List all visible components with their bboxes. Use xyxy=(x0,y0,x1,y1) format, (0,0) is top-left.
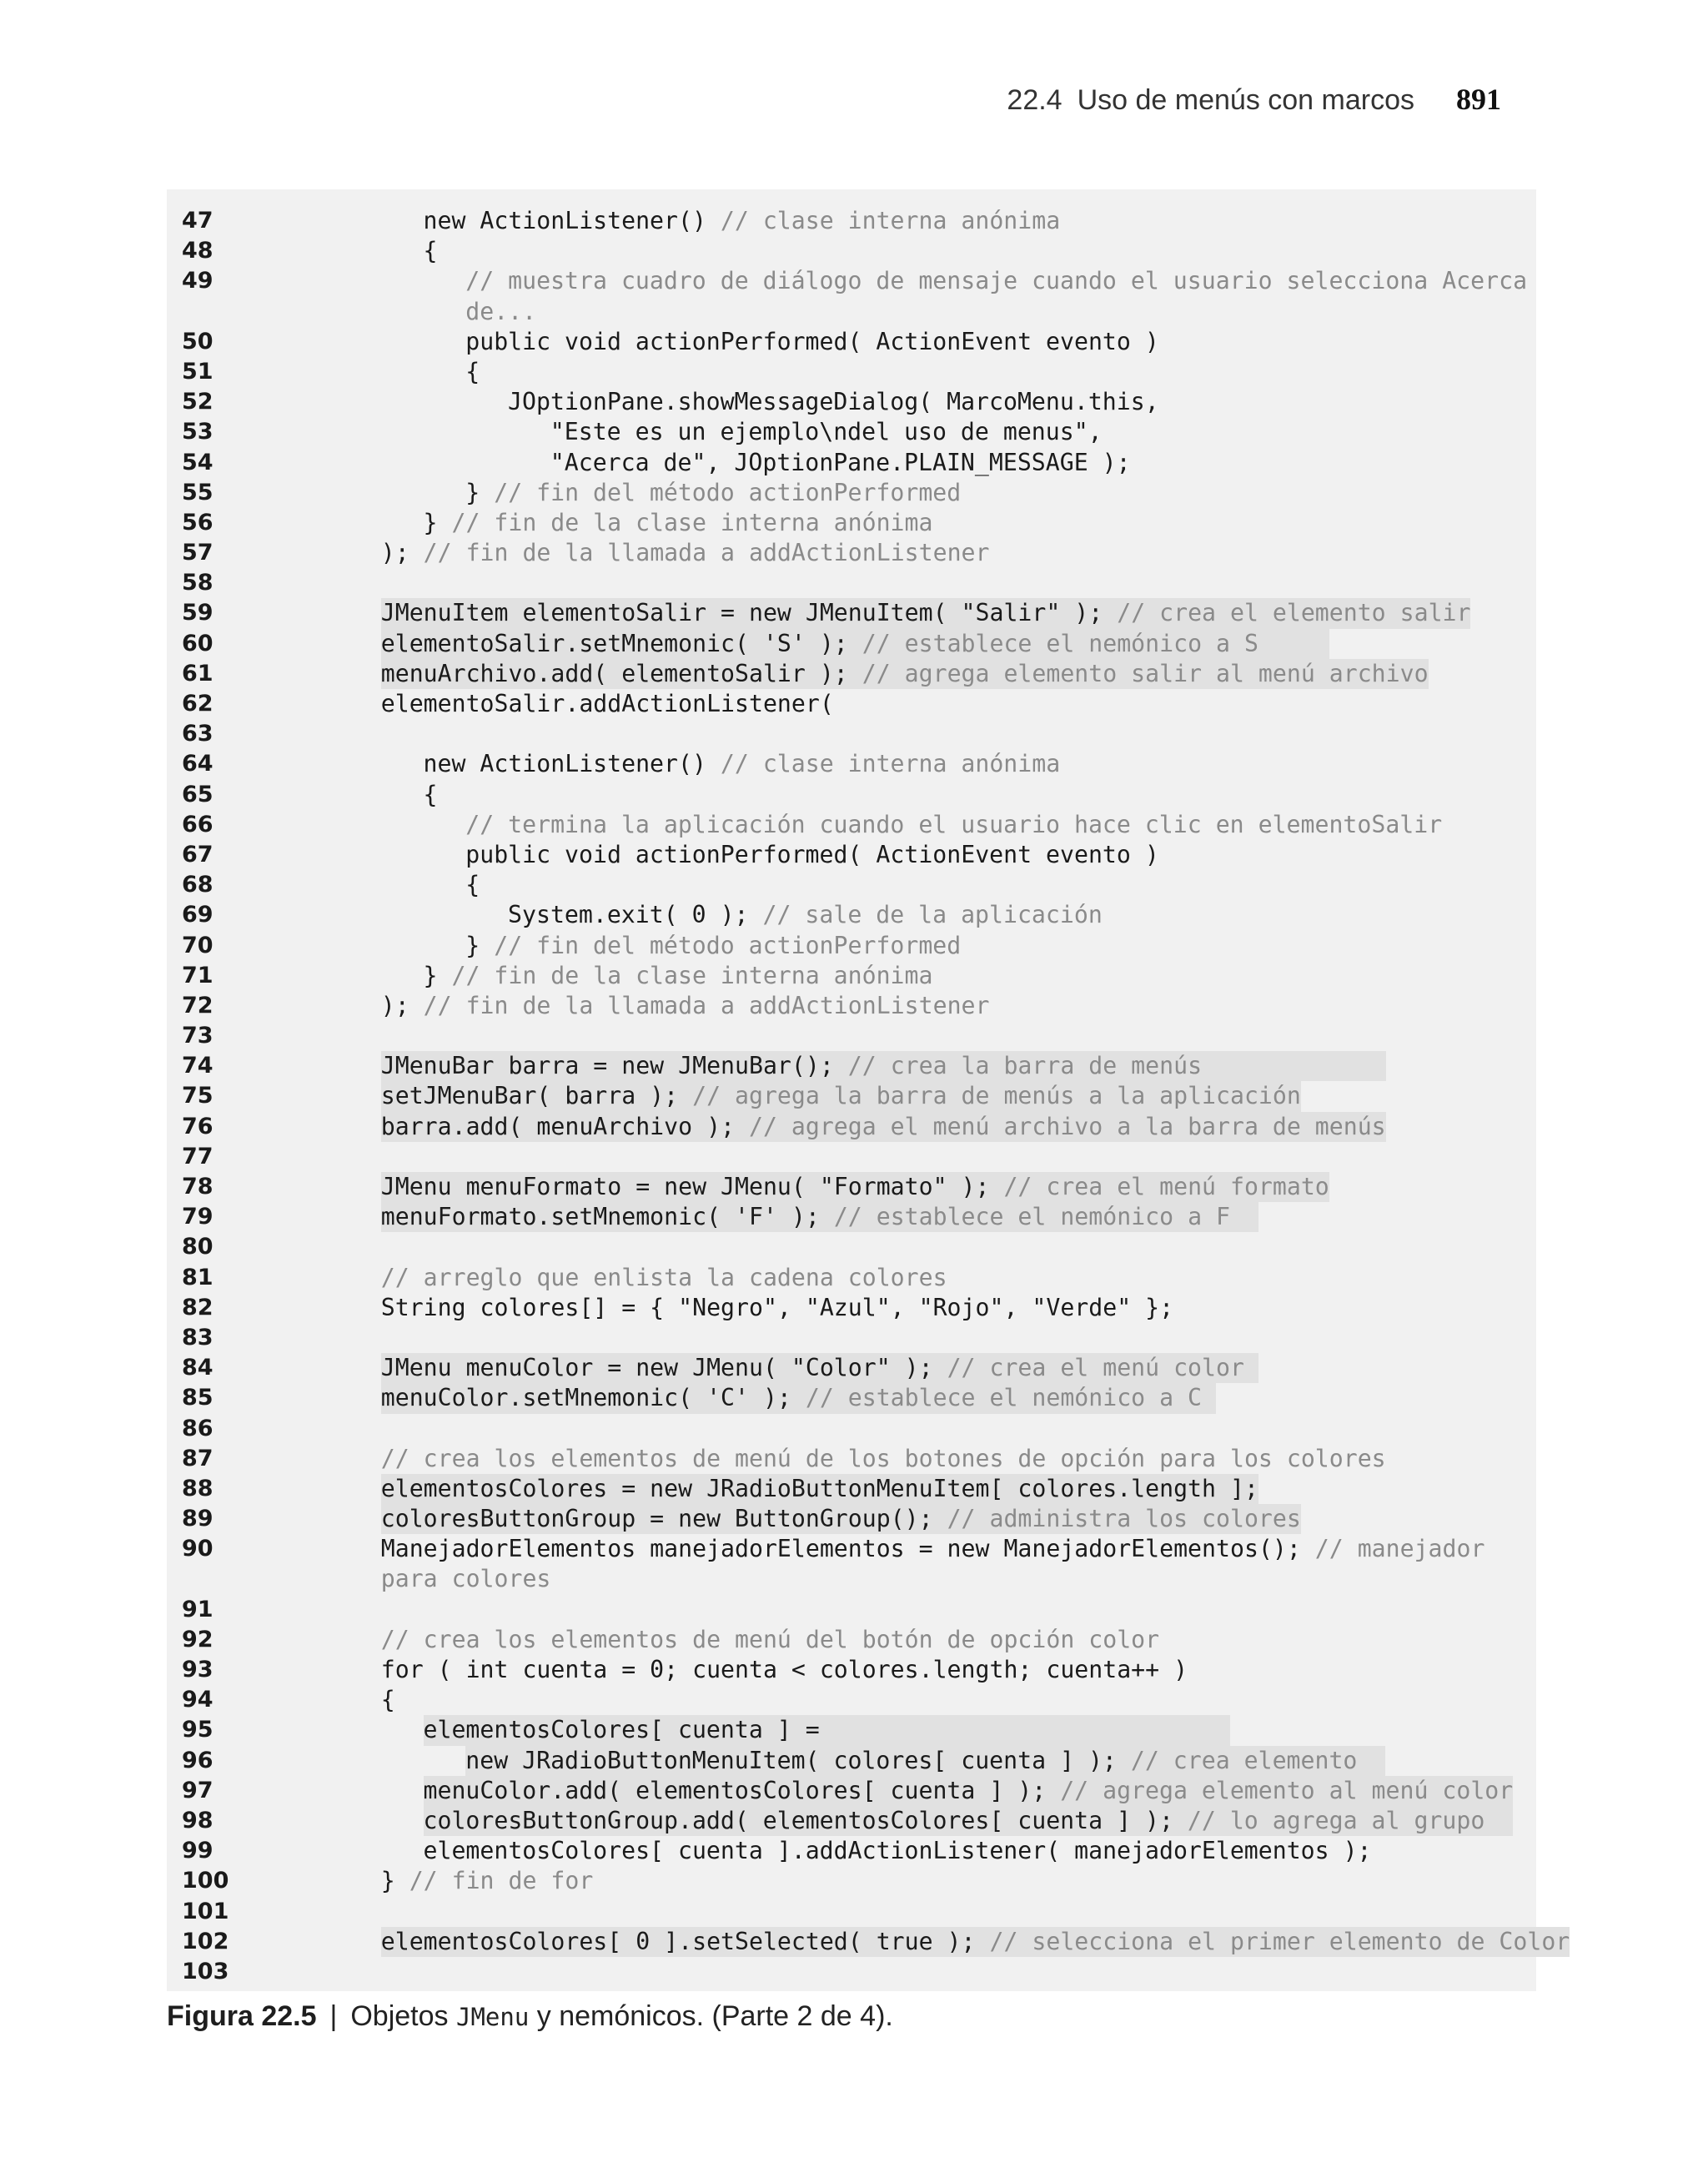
caption-text-before: Objetos xyxy=(350,2000,456,2032)
code-line xyxy=(167,568,1536,598)
line-number: 88 xyxy=(182,1475,214,1501)
line-number: 67 xyxy=(182,841,214,868)
code-comment: // termina la aplicación cuando el usuario hace clic en elementoSalir xyxy=(465,810,1443,838)
line-number: 69 xyxy=(182,902,214,928)
line-text xyxy=(465,478,961,508)
line-text xyxy=(424,961,933,991)
line-text xyxy=(381,1504,1301,1534)
code-comment: // fin de la llamada a addActionListener xyxy=(423,539,990,567)
caption-code-word: JMenu xyxy=(455,2003,530,2031)
code-text: JMenu menuColor = new JMenu( "Color" ); xyxy=(380,1354,947,1382)
code-comment: // lo agrega al grupo xyxy=(1187,1806,1514,1834)
code-text: } xyxy=(423,961,452,989)
code-line xyxy=(167,1112,1536,1142)
code-comment: // agrega elemento al menú color xyxy=(1060,1776,1514,1804)
code-line xyxy=(167,1172,1536,1202)
line-text xyxy=(508,900,1103,930)
code-comment: // fin de la clase interna anónima xyxy=(451,961,933,989)
line-number: 74 xyxy=(182,1053,214,1079)
line-number: 54 xyxy=(182,449,214,475)
code-comment: // selecciona el primer elemento de Color xyxy=(989,1927,1570,1955)
line-number: 56 xyxy=(182,509,214,536)
line-text xyxy=(508,387,1159,417)
line-text xyxy=(381,538,990,568)
code-comment: // arreglo que enlista la cadena colores xyxy=(380,1263,947,1291)
line-number: 66 xyxy=(182,811,214,837)
line-number: 90 xyxy=(182,1536,214,1562)
line-number: 49 xyxy=(182,268,214,294)
code-line xyxy=(167,1263,1536,1293)
line-text xyxy=(381,689,834,719)
line-number: 61 xyxy=(182,660,214,687)
code-line xyxy=(167,1897,1536,1927)
line-number: 51 xyxy=(182,358,214,385)
line-number: 98 xyxy=(182,1807,214,1833)
code-text: { xyxy=(423,780,438,808)
code-text: JMenuBar barra = new JMenuBar(); xyxy=(380,1052,848,1080)
line-text xyxy=(424,780,438,810)
line-number: 70 xyxy=(182,932,214,958)
line-text xyxy=(381,1383,1216,1413)
code-line xyxy=(167,1383,1536,1413)
figure-caption xyxy=(167,2000,893,2033)
line-text xyxy=(381,1685,395,1715)
line-number: 87 xyxy=(182,1445,214,1471)
code-comment: // crea la barra de menús xyxy=(847,1052,1386,1080)
code-text: elementosColores[ cuenta ].addActionListener( manejadorElementos ); xyxy=(423,1837,1372,1865)
code-comment: // manejador xyxy=(1314,1535,1485,1563)
section-title: Uso de menús con marcos xyxy=(1077,84,1414,116)
code-text: setJMenuBar( barra ); xyxy=(380,1082,693,1110)
code-line xyxy=(167,1202,1536,1232)
code-text: new JRadioButtonMenuItem( colores[ cuenta ] ); xyxy=(465,1746,1131,1774)
code-comment: // crea los elementos de menú de los botones de opción para los colores xyxy=(380,1444,1386,1472)
page-number: 891 xyxy=(1456,83,1501,116)
line-number: 84 xyxy=(182,1355,214,1381)
line-text xyxy=(381,598,1471,628)
line-number: 58 xyxy=(182,570,214,596)
code-line xyxy=(167,1504,1536,1534)
line-number: 57 xyxy=(182,540,214,566)
code-comment: // administra los colores xyxy=(947,1505,1301,1533)
code-line xyxy=(167,900,1536,930)
code-comment: para colores xyxy=(380,1565,551,1593)
code-line xyxy=(167,417,1536,447)
code-line xyxy=(167,1866,1536,1896)
code-text: "Acerca de", JOptionPane.PLAIN_MESSAGE ); xyxy=(550,448,1131,476)
line-text xyxy=(381,1564,551,1594)
code-text: elementoSalir.setMnemonic( 'S' ); xyxy=(380,629,862,657)
code-line xyxy=(167,1927,1570,1957)
code-text: menuColor.add( elementosColores[ cuenta ] ); xyxy=(423,1776,1061,1804)
line-text xyxy=(381,1444,1386,1474)
code-text: System.exit( 0 ); xyxy=(508,901,763,929)
line-number: 59 xyxy=(182,600,214,626)
code-text: "Este es un ejemplo\ndel uso de menus", xyxy=(550,418,1103,446)
line-number: 91 xyxy=(182,1596,214,1622)
line-number: 75 xyxy=(182,1083,214,1109)
code-line xyxy=(167,1323,1536,1353)
code-line xyxy=(167,387,1536,417)
code-text: JOptionPane.showMessageDialog( MarcoMenu.this, xyxy=(508,388,1159,416)
code-text: barra.add( menuArchivo ); xyxy=(380,1112,749,1140)
code-comment: // agrega elemento salir al menú archivo xyxy=(862,659,1429,687)
code-line xyxy=(167,297,1536,327)
line-text xyxy=(381,1625,1159,1655)
code-line xyxy=(167,1081,1536,1111)
line-number: 83 xyxy=(182,1324,214,1351)
line-number: 73 xyxy=(182,1023,214,1049)
line-number: 81 xyxy=(182,1264,214,1290)
code-comment: // agrega la barra de menús a la aplicación xyxy=(692,1082,1301,1110)
code-line xyxy=(167,1564,1536,1594)
code-text: } xyxy=(465,478,495,506)
code-line xyxy=(167,1021,1536,1051)
code-text: elementoSalir.addActionListener( xyxy=(380,690,834,717)
line-text xyxy=(381,1655,1188,1685)
line-text xyxy=(381,1866,594,1896)
line-text xyxy=(424,1776,1514,1806)
code-text: elementosColores = new JRadioButtonMenuItem[ colores.length ]; xyxy=(380,1474,1258,1502)
code-line xyxy=(167,1414,1536,1444)
code-line xyxy=(167,327,1536,357)
line-text xyxy=(424,508,933,538)
code-comment: // establece el nemónico a C xyxy=(805,1384,1216,1412)
code-text: { xyxy=(465,357,480,385)
code-comment: // fin de la clase interna anónima xyxy=(451,508,933,536)
code-line xyxy=(167,1625,1536,1655)
code-text: coloresButtonGroup = new ButtonGroup(); xyxy=(380,1505,947,1533)
line-number: 53 xyxy=(182,419,214,445)
caption-separator: | xyxy=(329,2000,338,2032)
code-line xyxy=(167,1836,1536,1866)
code-comment: // sale de la aplicación xyxy=(762,901,1103,929)
line-text xyxy=(465,297,536,327)
code-comment: // fin del método actionPerformed xyxy=(494,478,962,506)
code-comment: // crea elemento xyxy=(1130,1746,1386,1774)
page-header xyxy=(0,82,1501,118)
line-text xyxy=(465,357,480,387)
line-number: 77 xyxy=(182,1143,214,1169)
line-text xyxy=(424,206,1061,236)
line-text xyxy=(465,840,1159,870)
line-text xyxy=(550,417,1103,447)
code-line xyxy=(167,689,1536,719)
line-text xyxy=(381,1927,1570,1957)
code-lines xyxy=(167,206,1570,1987)
code-line xyxy=(167,1232,1536,1262)
line-number: 72 xyxy=(182,992,214,1019)
line-number: 50 xyxy=(182,328,214,355)
line-number: 76 xyxy=(182,1113,214,1139)
code-line xyxy=(167,266,1536,296)
code-comment: // fin del método actionPerformed xyxy=(494,931,962,959)
code-comment: // clase interna anónima xyxy=(720,750,1061,778)
line-text xyxy=(381,1112,1386,1142)
code-line xyxy=(167,1474,1536,1504)
code-line xyxy=(167,1806,1536,1836)
code-text: menuColor.setMnemonic( 'C' ); xyxy=(380,1384,806,1412)
code-line xyxy=(167,1715,1536,1745)
code-line xyxy=(167,840,1536,870)
code-text: ); xyxy=(380,539,424,567)
code-line xyxy=(167,749,1536,779)
code-line xyxy=(167,931,1536,961)
code-text: ManejadorElementos manejadorElementos = new ManejadorElementos(); xyxy=(380,1535,1315,1563)
code-comment: // crea el menú color xyxy=(947,1354,1258,1382)
line-number: 99 xyxy=(182,1838,214,1864)
code-line xyxy=(167,236,1536,266)
line-number: 102 xyxy=(182,1928,229,1954)
code-text: menuArchivo.add( elementoSalir ); xyxy=(380,659,862,687)
line-number: 62 xyxy=(182,691,214,717)
line-number: 86 xyxy=(182,1415,214,1441)
code-line xyxy=(167,659,1536,689)
line-text xyxy=(381,1172,1329,1202)
code-line xyxy=(167,1595,1536,1625)
code-text: } xyxy=(380,1867,409,1895)
code-line xyxy=(167,448,1536,478)
line-text xyxy=(381,1263,947,1293)
code-line xyxy=(167,478,1536,508)
line-text xyxy=(424,749,1061,779)
code-line xyxy=(167,357,1536,387)
line-text xyxy=(381,1081,1301,1111)
line-text xyxy=(465,870,480,900)
code-text: elementosColores[ 0 ].setSelected( true ); xyxy=(380,1927,990,1955)
line-number: 100 xyxy=(182,1868,229,1894)
code-text: } xyxy=(465,931,495,959)
line-text xyxy=(465,327,1159,357)
code-line xyxy=(167,991,1536,1021)
line-text xyxy=(465,810,1442,840)
code-line xyxy=(167,1655,1536,1685)
code-line xyxy=(167,1293,1536,1323)
line-text xyxy=(424,236,438,266)
code-listing xyxy=(167,189,1570,1991)
line-text xyxy=(381,1293,1173,1323)
line-number: 80 xyxy=(182,1234,214,1260)
line-number: 47 xyxy=(182,208,214,234)
code-comment: // fin de la llamada a addActionListener xyxy=(423,991,990,1019)
line-text xyxy=(424,1836,1372,1866)
code-line xyxy=(167,1444,1536,1474)
code-line xyxy=(167,598,1536,628)
code-line xyxy=(167,870,1536,900)
code-comment: // crea los elementos de menú del botón de opción color xyxy=(380,1625,1160,1653)
line-text xyxy=(550,448,1131,478)
code-line xyxy=(167,810,1536,840)
line-number: 60 xyxy=(182,630,214,656)
code-text: String colores[] = { "Negro", "Azul", "Rojo", "Verde" }; xyxy=(380,1293,1174,1321)
line-number: 89 xyxy=(182,1506,214,1532)
code-text: new ActionListener() xyxy=(423,207,721,234)
line-text xyxy=(424,1715,1230,1745)
code-text: JMenuItem elementoSalir = new JMenuItem( "Salir" ); xyxy=(380,599,1118,627)
code-line xyxy=(167,1534,1536,1564)
caption-text-after: y nemónicos. (Parte 2 de 4). xyxy=(529,2000,893,2032)
line-text xyxy=(381,991,990,1021)
line-number: 103 xyxy=(182,1958,229,1984)
line-number: 71 xyxy=(182,962,214,988)
code-text: { xyxy=(380,1686,395,1714)
line-number: 96 xyxy=(182,1747,214,1773)
code-text: } xyxy=(423,508,452,536)
line-number: 92 xyxy=(182,1626,214,1652)
code-line xyxy=(167,961,1536,991)
code-comment: // fin de for xyxy=(409,1867,594,1895)
line-number: 101 xyxy=(182,1898,229,1924)
code-text: public void actionPerformed( ActionEvent evento ) xyxy=(465,327,1159,355)
code-text: JMenu menuFormato = new JMenu( "Formato" ); xyxy=(380,1173,1004,1200)
code-comment: de... xyxy=(465,297,537,325)
code-line xyxy=(167,1746,1536,1776)
line-number: 79 xyxy=(182,1204,214,1230)
code-line xyxy=(167,1776,1536,1806)
line-text xyxy=(465,266,1527,296)
line-text xyxy=(465,1746,1385,1776)
line-text xyxy=(381,1474,1258,1504)
figure-label: Figura 22.5 xyxy=(167,2000,317,2032)
code-text: coloresButtonGroup.add( elementosColores[ cuenta ] ); xyxy=(423,1806,1188,1834)
line-number: 48 xyxy=(182,238,214,264)
code-text: elementosColores[ cuenta ] = xyxy=(423,1716,1230,1744)
code-line xyxy=(167,1353,1536,1383)
code-line xyxy=(167,1685,1536,1715)
line-number: 85 xyxy=(182,1385,214,1411)
code-line xyxy=(167,1142,1536,1172)
line-text xyxy=(465,931,961,961)
code-comment: // crea el elemento salir xyxy=(1117,599,1471,627)
line-number: 78 xyxy=(182,1174,214,1200)
line-number: 64 xyxy=(182,751,214,777)
code-line xyxy=(167,508,1536,538)
code-comment: // clase interna anónima xyxy=(720,207,1061,234)
line-text xyxy=(381,1051,1386,1081)
line-text xyxy=(381,1353,1258,1383)
code-text: { xyxy=(465,871,480,899)
code-line xyxy=(167,206,1536,236)
code-comment: // agrega el menú archivo a la barra de menús xyxy=(748,1112,1386,1140)
code-text: for ( int cuenta = 0; cuenta < colores.length; cuenta++ ) xyxy=(380,1656,1188,1683)
line-text xyxy=(381,1534,1485,1564)
line-number: 93 xyxy=(182,1657,214,1683)
code-line xyxy=(167,1051,1536,1081)
code-text: ); xyxy=(380,991,424,1019)
code-text: new ActionListener() xyxy=(423,750,721,778)
code-line xyxy=(167,538,1536,568)
code-line xyxy=(167,629,1536,659)
code-line xyxy=(167,1957,1536,1987)
section-number: 22.4 xyxy=(1007,84,1062,116)
line-number: 94 xyxy=(182,1687,214,1713)
line-number: 65 xyxy=(182,781,214,807)
line-number: 52 xyxy=(182,389,214,415)
line-number: 97 xyxy=(182,1777,214,1803)
code-line xyxy=(167,780,1536,810)
code-text: public void actionPerformed( ActionEvent evento ) xyxy=(465,840,1159,868)
code-text: { xyxy=(423,237,438,265)
line-number: 68 xyxy=(182,872,214,898)
code-comment: // crea el menú formato xyxy=(1003,1173,1329,1200)
line-text xyxy=(381,659,1429,689)
code-comment: // muestra cuadro de diálogo de mensaje cuando el usuario selecciona Acerca xyxy=(465,267,1528,295)
line-number: 55 xyxy=(182,479,214,506)
code-comment: // establece el nemónico a S xyxy=(862,629,1329,657)
line-text xyxy=(381,1202,1258,1232)
code-comment: // establece el nemónico a F xyxy=(833,1203,1258,1231)
line-number: 63 xyxy=(182,721,214,747)
code-line xyxy=(167,719,1536,749)
line-number: 82 xyxy=(182,1294,214,1320)
line-number: 95 xyxy=(182,1717,214,1743)
line-text xyxy=(381,629,1329,659)
code-text: menuFormato.setMnemonic( 'F' ); xyxy=(380,1203,834,1231)
line-text xyxy=(424,1806,1514,1836)
